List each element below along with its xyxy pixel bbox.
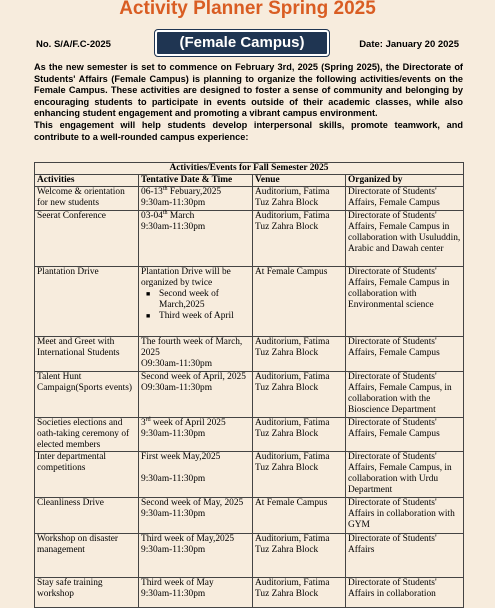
time-text: 9:30am-11:30pm bbox=[141, 474, 206, 484]
date-text: 03-04 bbox=[141, 211, 163, 221]
organizer-cell: Directorate of Students' Affairs, Female Campus bbox=[346, 187, 464, 211]
table-caption: Activities/Events for Fall Semester 2025 bbox=[35, 163, 464, 175]
time-text: 9:30am-11:30pm bbox=[141, 222, 206, 232]
date-suffix: th bbox=[162, 185, 168, 192]
venue-cell: At Female Campus bbox=[253, 267, 346, 337]
reference-number: No. S/A/F.C-2025 bbox=[36, 39, 111, 50]
activities-table bbox=[34, 162, 464, 608]
venue-cell: Auditorium, Fatima Tuz Zahra Block bbox=[253, 578, 346, 608]
table-row bbox=[35, 337, 464, 372]
table-row bbox=[35, 498, 464, 534]
table-row bbox=[35, 534, 464, 578]
intro-paragraph-1: As the new semester is set to commence on February 3rd, 2025 (Spring 2025), the Directorate of Students' Affairs (Female Campus) is planning to organize the following activities/events on the Female Campus. These activities are designed to foster a sense of community and belonging by encouraging students to participate in events outside of their academic classes, while also enhancing student engagement and promoting a vibrant campus environment. bbox=[34, 62, 463, 119]
venue-cell: Auditorium, Fatima Tuz Zahra Block bbox=[253, 211, 346, 267]
date-text: Third week of May bbox=[141, 578, 214, 588]
activity-cell: Inter departmental competitions bbox=[35, 452, 139, 498]
venue-cell: Auditorium, Fatima Tuz Zahra Block bbox=[253, 187, 346, 211]
activity-cell: Plantation Drive bbox=[35, 267, 139, 337]
date-suffix: th bbox=[162, 209, 168, 216]
column-header-date: Tentative Date & Time bbox=[139, 175, 253, 187]
activity-cell: Cleanliness Drive bbox=[35, 498, 139, 534]
table-row bbox=[35, 418, 464, 452]
time-text: 9:30am-11:30pm bbox=[141, 198, 206, 208]
venue-cell: At Female Campus bbox=[253, 498, 346, 534]
table-row bbox=[35, 578, 464, 608]
table-header-row bbox=[35, 175, 464, 187]
activity-cell: Workshop on disaster management bbox=[35, 534, 139, 578]
column-header-venue: Venue bbox=[253, 175, 346, 187]
date-text: First week May,2025 bbox=[141, 452, 221, 462]
time-text: 9:30am-11:30pm bbox=[141, 545, 206, 555]
date-text: Febuary,2025 bbox=[167, 187, 222, 197]
activity-cell: Meet and Greet with International Students bbox=[35, 337, 139, 372]
intro-paragraph-2: This engagement will help students develop interpersonal skills, promote teamwork, and contribute to a well-rounded campus experience: bbox=[34, 119, 463, 142]
page-title: Activity Planner Spring 2025 bbox=[119, 0, 376, 19]
date-text: March bbox=[167, 211, 195, 221]
date-cell bbox=[139, 452, 253, 498]
activity-cell: Welcome & orientation for new students bbox=[35, 187, 139, 211]
time-text: 9:30am-11:30pm bbox=[141, 589, 206, 599]
activity-cell: Talent Hunt Campaign(Sports events) bbox=[35, 372, 139, 418]
date-cell bbox=[139, 267, 253, 337]
organizer-cell: Directorate of Students' Affairs, Female Campus bbox=[346, 337, 464, 372]
table-row bbox=[35, 267, 464, 337]
table-row bbox=[35, 187, 464, 211]
time-text: 9:30am-11:30pm bbox=[141, 429, 206, 439]
date-bullet-list bbox=[141, 289, 250, 322]
date-bullet: ■ Third week of April bbox=[159, 311, 250, 322]
column-header-activities: Activities bbox=[35, 175, 139, 187]
date-text: 06-13 bbox=[141, 187, 163, 197]
organizer-cell: Directorate of Students' Affairs, Female Campus, in collaboration with Urdu Department bbox=[346, 452, 464, 498]
activity-cell: Stay safe training workshop bbox=[35, 578, 139, 608]
intro-text bbox=[34, 62, 463, 143]
venue-cell: Auditorium, Fatima Tuz Zahra Block bbox=[253, 372, 346, 418]
date-cell bbox=[139, 498, 253, 534]
date-text: Second week of May, 2025 bbox=[141, 498, 244, 508]
date-cell bbox=[139, 578, 253, 608]
date-cell bbox=[139, 211, 253, 267]
venue-cell: Auditorium, Fatima Tuz Zahra Block bbox=[253, 418, 346, 452]
date-cell bbox=[139, 534, 253, 578]
table-caption-row bbox=[35, 163, 464, 175]
column-header-organizer: Organized by bbox=[346, 175, 464, 187]
table-row bbox=[35, 372, 464, 418]
time-text: O9:30am-11:30pm bbox=[141, 359, 212, 369]
organizer-cell: Directorate of Students' Affairs in collaboration with GYM bbox=[346, 498, 464, 534]
date-text: Plantation Drive will be organized by twice bbox=[141, 267, 231, 288]
date-bullet: ■ Second week of March,2025 bbox=[159, 289, 250, 311]
date-text: Second week of April, 2025 bbox=[141, 372, 246, 382]
date-cell bbox=[139, 337, 253, 372]
date-text: 3 bbox=[141, 418, 146, 428]
organizer-cell: Directorate of Students' Affairs bbox=[346, 534, 464, 578]
date-cell bbox=[139, 187, 253, 211]
time-text: O9:30am-11:30pm bbox=[141, 383, 212, 393]
organizer-cell: Directorate of Students' Affairs, Female Campus in collaboration with Usuluddin, Arabic and Dawah center bbox=[346, 211, 464, 267]
document-date: Date: January 20 2025 bbox=[359, 39, 459, 50]
venue-cell: Auditorium, Fatima Tuz Zahra Block bbox=[253, 452, 346, 498]
organizer-cell: Directorate of Students' Affairs in collaboration bbox=[346, 578, 464, 608]
venue-cell: Auditorium, Fatima Tuz Zahra Block bbox=[253, 534, 346, 578]
date-text: Third week of May,2025 bbox=[141, 534, 235, 544]
activities-table-container bbox=[34, 162, 463, 608]
activity-cell: Seerat Conference bbox=[35, 211, 139, 267]
date-cell bbox=[139, 418, 253, 452]
organizer-cell: Directorate of Students' Affairs, Female Campus, in collaboration with the Bioscience Department bbox=[346, 372, 464, 418]
date-suffix: rd bbox=[145, 416, 151, 423]
venue-cell: Auditorium, Fatima Tuz Zahra Block bbox=[253, 337, 346, 372]
activity-cell: Societies elections and oath-taking ceremony of elected members bbox=[35, 418, 139, 452]
table-row bbox=[35, 452, 464, 498]
date-cell bbox=[139, 372, 253, 418]
date-text: The fourth week of March, 2025 bbox=[141, 337, 243, 358]
time-text: 9:30am-11:30pm bbox=[141, 509, 206, 519]
organizer-cell: Directorate of Students' Affairs, Female Campus bbox=[346, 418, 464, 452]
table-row bbox=[35, 211, 464, 267]
date-text: week of April 2025 bbox=[150, 418, 226, 428]
campus-badge: (Female Campus) bbox=[155, 30, 329, 56]
organizer-cell: Directorate of Students' Affairs, Female Campus in collaboration with Environmental science bbox=[346, 267, 464, 337]
